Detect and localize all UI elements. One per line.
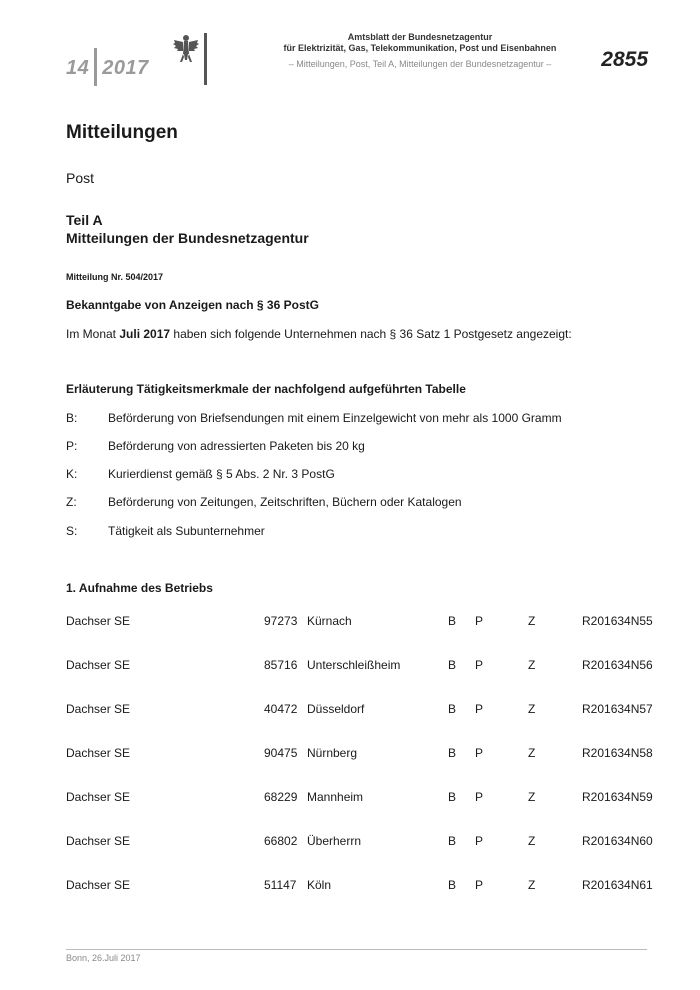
legend-code: Z: [66, 495, 77, 509]
activity-z: Z [528, 834, 536, 848]
activity-p: P [475, 790, 484, 804]
company-name: Dachser SE [66, 658, 131, 672]
publication-header [220, 32, 620, 70]
intro-after: haben sich folgende Unternehmen nach § 36 Satz 1 Postgesetz angezeigt: [170, 327, 572, 341]
legend-text: Beförderung von adressierten Paketen bis 20 kg [108, 439, 365, 453]
registration-number: R201634N55 [582, 614, 653, 628]
city: Unterschleißheim [307, 658, 401, 672]
activity-z: Z [528, 746, 536, 760]
registration-number: R201634N58 [582, 746, 653, 760]
company-name: Dachser SE [66, 790, 131, 804]
activity-b: B [448, 878, 457, 892]
activity-p: P [475, 878, 484, 892]
intro-before: Im Monat [66, 327, 120, 341]
publication-section-line: – Mitteilungen, Post, Teil A, Mitteilungen der Bundesnetzagentur – [288, 59, 552, 69]
list-title: 1. Aufnahme des Betriebs [66, 581, 213, 595]
table-row [66, 614, 656, 630]
legend-title: Erläuterung Tätigkeitsmerkmale der nachfolgend aufgeführten Tabelle [66, 382, 466, 396]
legend-item [66, 439, 365, 453]
legend-item [66, 495, 462, 509]
activity-p: P [475, 834, 484, 848]
company-name: Dachser SE [66, 614, 131, 628]
footer-date: Bonn, 26.Juli 2017 [66, 953, 141, 963]
registration-number: R201634N56 [582, 658, 653, 672]
postal-code: 90475 [264, 746, 298, 760]
activity-p: P [475, 746, 484, 760]
registration-number: R201634N60 [582, 834, 653, 848]
footer-divider [66, 949, 647, 950]
part-heading [66, 211, 309, 247]
federal-eagle-icon [172, 32, 200, 66]
issue-separator [94, 48, 97, 86]
table-row [66, 834, 656, 850]
city: Düsseldorf [307, 702, 365, 716]
activity-b: B [448, 614, 457, 628]
registration-number: R201634N61 [582, 878, 653, 892]
issue-year: 2017 [102, 57, 149, 79]
activity-p: P [475, 614, 484, 628]
legend-code: B: [66, 411, 78, 425]
activity-z: Z [528, 614, 536, 628]
legend-text: Beförderung von Zeitungen, Zeitschriften, Büchern oder Katalogen [108, 495, 462, 509]
postal-code: 40472 [264, 702, 298, 716]
notice-number: Mitteilung Nr. 504/2017 [66, 272, 164, 282]
legend-text: Kurierdienst gemäß § 5 Abs. 2 Nr. 3 PostG [108, 467, 335, 481]
intro-paragraph [66, 327, 572, 341]
activity-z: Z [528, 658, 536, 672]
notice-heading: Bekanntgabe von Anzeigen nach § 36 PostG [66, 298, 319, 312]
activity-p: P [475, 658, 484, 672]
intro-month: Juli 2017 [119, 327, 171, 341]
city: Mannheim [307, 790, 364, 804]
table-row [66, 658, 656, 674]
legend-code: K: [66, 467, 78, 481]
activity-b: B [448, 746, 457, 760]
legend-item [66, 411, 562, 425]
postal-code: 51147 [264, 878, 297, 892]
legend-text: Tätigkeit als Subunternehmer [108, 524, 265, 538]
city: Nürnberg [307, 746, 358, 760]
postal-code: 66802 [264, 834, 298, 848]
publication-title: Amtsblatt der Bundesnetzagentur [347, 32, 493, 42]
table-row [66, 746, 656, 762]
company-name: Dachser SE [66, 834, 131, 848]
city: Kürnach [307, 614, 352, 628]
part-title: Mitteilungen der Bundesnetzagentur [66, 230, 309, 246]
city: Köln [307, 878, 332, 892]
legend-item [66, 467, 335, 481]
activity-p: P [475, 702, 484, 716]
postal-code: 68229 [264, 790, 298, 804]
city: Überherrn [307, 834, 362, 848]
table-row [66, 878, 656, 894]
part-label: Teil A [66, 212, 103, 228]
activity-z: Z [528, 702, 536, 716]
postal-code: 97273 [264, 614, 298, 628]
table-row [66, 790, 656, 806]
issue-label [66, 48, 149, 86]
company-name: Dachser SE [66, 702, 131, 716]
activity-z: Z [528, 790, 536, 804]
legend-code: S: [66, 524, 78, 538]
page-number: 2855 [601, 48, 648, 71]
legend-item [66, 524, 265, 538]
legend-text: Beförderung von Briefsendungen mit einem Einzelgewicht von mehr als 1000 Gramm [108, 411, 562, 425]
activity-b: B [448, 790, 457, 804]
table-row [66, 702, 656, 718]
header-divider [204, 33, 207, 85]
legend-code: P: [66, 439, 78, 453]
registration-number: R201634N59 [582, 790, 653, 804]
activity-z: Z [528, 878, 536, 892]
postal-code: 85716 [264, 658, 298, 672]
section-label: Post [66, 170, 95, 186]
publication-subtitle: für Elektrizität, Gas, Telekommunikation, Post und Eisenbahnen [283, 43, 557, 53]
activity-b: B [448, 834, 457, 848]
activity-b: B [448, 658, 457, 672]
company-name: Dachser SE [66, 746, 131, 760]
registration-number: R201634N57 [582, 702, 653, 716]
issue-number: 14 [66, 57, 90, 79]
company-name: Dachser SE [66, 878, 131, 892]
activity-b: B [448, 702, 457, 716]
page-title: Mitteilungen [66, 122, 178, 143]
